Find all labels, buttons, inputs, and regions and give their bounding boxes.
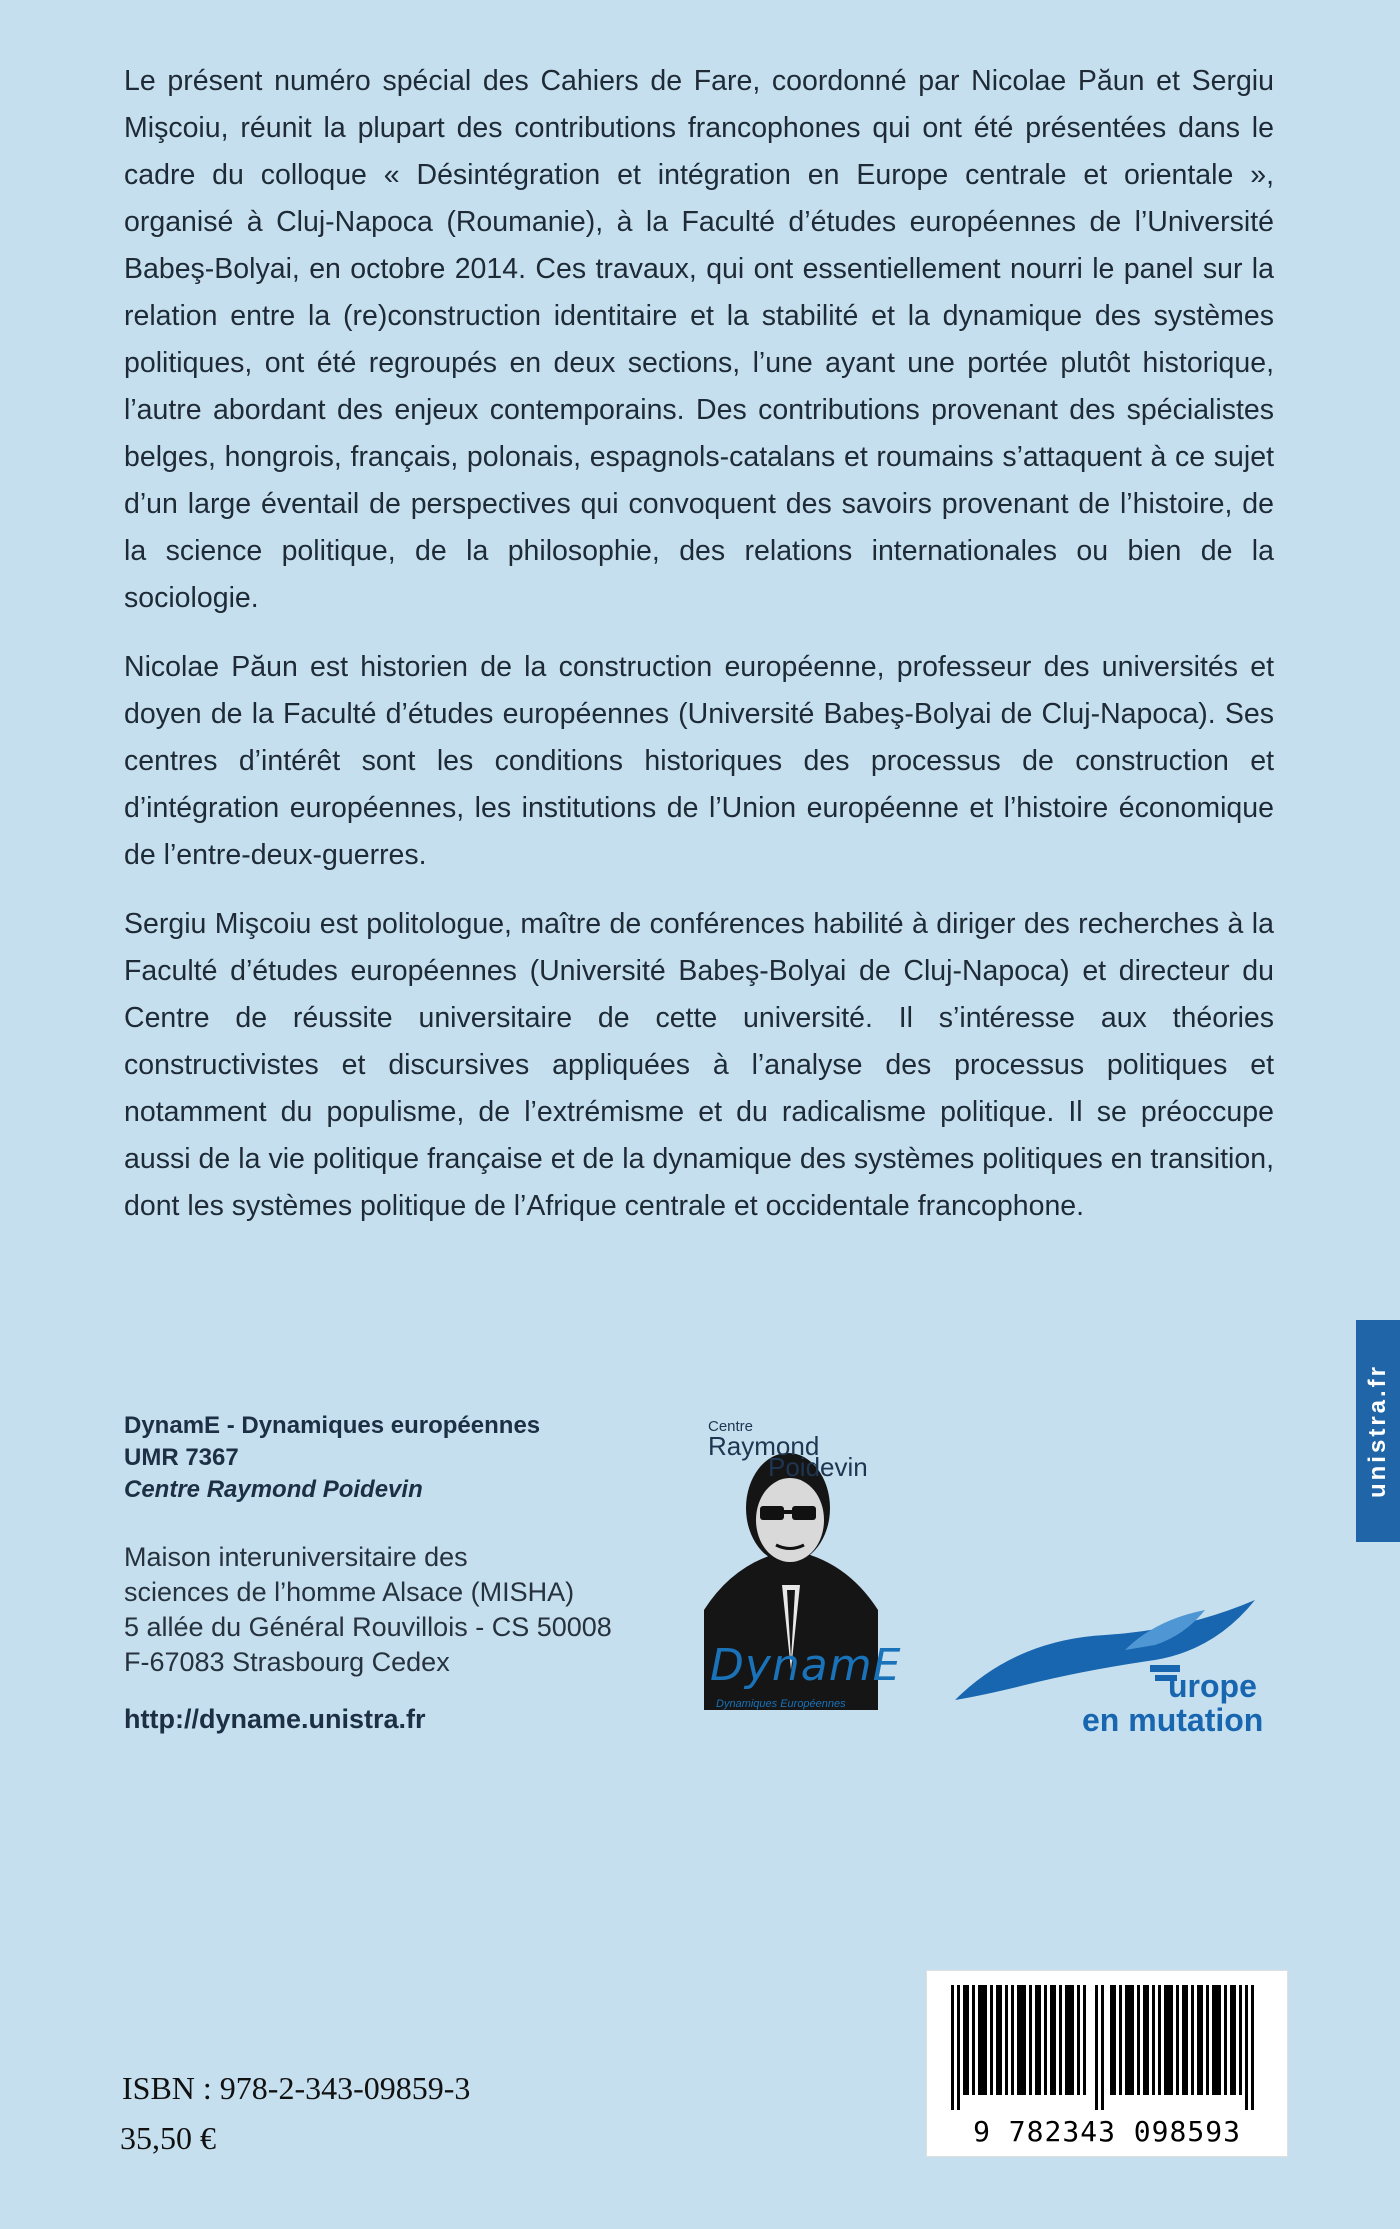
- barcode-bars: [947, 1985, 1267, 2110]
- address-line: F-67083 Strasbourg Cedex: [124, 1647, 450, 1677]
- address-line: sciences de l’homme Alsace (MISHA): [124, 1577, 575, 1607]
- author-miscoiu-bio: Sergiu Mişcoiu est politologue, maître de conférences habilité à diriger des recherches à la Faculté d’études européennes (Université Babeş-Bolyai de Cluj-Napoca) et directeur du Centre de réussite universitaire de cette université. Il s’intéresse aux théories constructivistes et discursives appliquées à l’analyse des processus politiques et notamment du populisme, de l’extrémisme et du radicalisme politique. Il se préoccupe aussi de la vie politique française et de la dynamique des systèmes politiques en transition, dont les systèmes politique de l’Afrique centrale et occidentale francophone.: [124, 908, 1274, 1222]
- europe-logo-line2: en mutation: [1082, 1702, 1264, 1738]
- poidevin-label: Poidevin: [768, 1452, 868, 1482]
- summary-paragraph: Le présent numéro spécial des Cahiers de Fare, coordonné par Nicolae Păun et Sergiu Mişcoiu, réunit la plupart des contributions francophones qui ont été présentées dans le cadre du colloque « Désintégration et intégration en Europe centrale et orientale », organisé à Cluj-Napoca (Roumanie), à la Faculté d’études européennes de l’Université Babeş-Bolyai, en octobre 2014. Ces travaux, qui ont essentiellement nourri le panel sur la relation entre la (re)construction identitaire et la stabilité et la dynamique des systèmes politiques, ont été regroupés en deux sections, l’une ayant une portée plutôt historique, l’autre abordant des enjeux contemporains. Des contributions provenant des spécialistes belges, hongrois, français, polonais, espagnols-catalans et roumains s’attaquent à ce sujet d’un large éventail de perspectives qui convoquent des savoirs provenant de l’histoire, de la science politique, de la philosophie, des relations internationales ou bien de la sociologie.: [124, 65, 1274, 614]
- unistra-tab-label: unistra.fr: [1364, 1363, 1391, 1499]
- raymond-poidevin-caption: [708, 1418, 868, 1483]
- postal-address: [124, 1540, 612, 1680]
- lab-centre: Centre Raymond Poidevin: [124, 1476, 423, 1503]
- lab-umr: UMR 7367: [124, 1444, 239, 1471]
- lab-subtitle: - Dynamiques européennes: [220, 1412, 541, 1439]
- lab-name: DynamE: [124, 1412, 221, 1439]
- isbn-number: ISBN : 978-2-343-09859-3: [122, 2070, 471, 2106]
- back-cover-blurb: [124, 58, 1274, 1252]
- dyname-logo-subtitle: Dynamiques Européennes: [716, 1698, 846, 1710]
- lab-website-link[interactable]: http://dyname.unistra.fr: [124, 1704, 426, 1734]
- raymond-label: Raymond: [708, 1431, 820, 1461]
- centre-label: Centre: [708, 1418, 754, 1435]
- book-price: 35,50 €: [120, 2120, 216, 2156]
- lab-block: [124, 1410, 540, 1506]
- ean-barcode: [926, 1970, 1288, 2157]
- europe-logo-line1: urope: [1168, 1668, 1257, 1704]
- address-line: Maison interuniversitaire des: [124, 1542, 468, 1572]
- address-line: 5 allée du Général Rouvillois - CS 50008: [124, 1612, 612, 1642]
- lab-title: [124, 1410, 540, 1442]
- dyname-logo-text: DynamE: [710, 1640, 902, 1691]
- author-paun-bio: Nicolae Păun est historien de la construction européenne, professeur des universités et doyen de la Faculté d’études européennes (Université Babeş-Bolyai de Cluj-Napoca). Ses centres d’intérêt sont les conditions historiques des processus de construction et d’intégration européennes, les institutions de l’Union européenne et l’histoire économique de l’entre-deux-guerres.: [124, 651, 1274, 871]
- unistra-side-tab: [1356, 1320, 1400, 1542]
- barcode-digits: 9 782343 098593: [973, 2115, 1241, 2148]
